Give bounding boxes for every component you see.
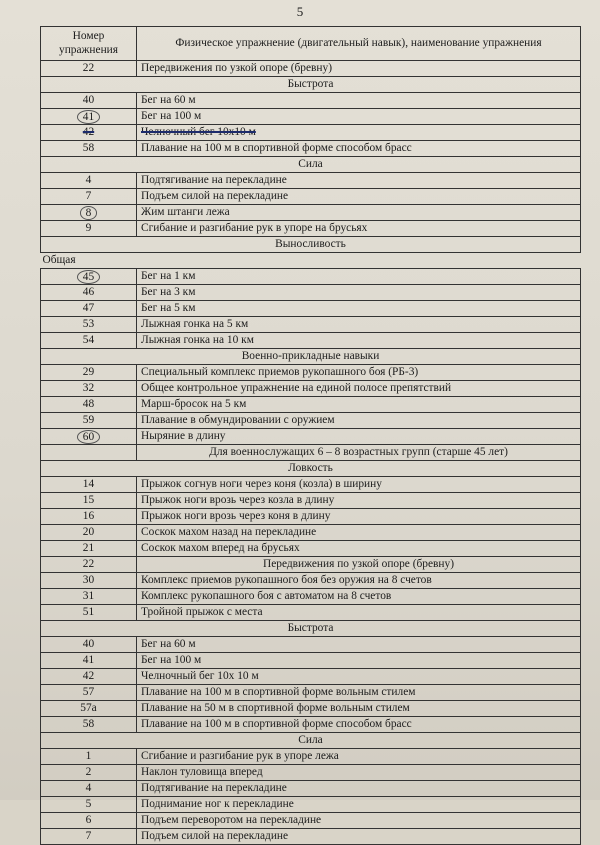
table-row (41, 813, 581, 829)
number-text: 21 (82, 541, 95, 554)
exercise-number (41, 605, 137, 621)
exercise-name (137, 109, 581, 125)
number-text: 1 (85, 749, 92, 762)
note-row (41, 557, 581, 573)
table-row (41, 477, 581, 493)
exercise-name (137, 141, 581, 157)
exercise-name (137, 573, 581, 589)
subgroup-title: Общая (41, 253, 581, 269)
table-row (41, 93, 581, 109)
exercise-number (41, 429, 137, 445)
exercise-name-text: Сгибание и разгибание рук в упоре лежа (141, 749, 339, 762)
exercise-name (137, 61, 581, 77)
number-text: 32 (82, 381, 95, 394)
table-row (41, 365, 581, 381)
exercise-number (41, 717, 137, 733)
exercise-name-text: Специальный комплекс приемов рукопашного боя (РБ-3) (141, 365, 419, 378)
exercise-name-text: Плавание на 100 м в спортивной форме способом брасс (141, 717, 412, 730)
exercise-name-text: Бег на 1 км (141, 269, 196, 282)
exercise-name-text: Плавание на 50 м в спортивной форме вольным стилем (141, 701, 410, 714)
exercise-name-text: Бег на 60 м (141, 93, 196, 106)
number-text: 29 (82, 365, 95, 378)
exercise-name (137, 797, 581, 813)
number-text: 6 (85, 813, 92, 826)
exercise-number (41, 317, 137, 333)
exercise-name-text: Сгибание и разгибание рук в упоре на брусьях (141, 221, 368, 234)
table-row (41, 269, 581, 285)
number-text: 16 (82, 509, 95, 522)
table-row (41, 573, 581, 589)
exercise-number (41, 381, 137, 397)
section-title: Выносливость (41, 237, 581, 253)
exercise-name-text: Бег на 100 м (141, 653, 202, 666)
table-row (41, 61, 581, 77)
number-text: 42 (82, 669, 95, 682)
number-text: 48 (82, 397, 95, 410)
exercise-number (41, 653, 137, 669)
exercise-name-text: Соскок махом вперед на брусьях (141, 541, 300, 554)
exercise-name-text: Общее контрольное упражнение на единой полосе препятствий (141, 381, 452, 394)
number-text: 42 (82, 125, 95, 138)
exercise-name-text: Комплекс приемов рукопашного боя без оружия на 8 счетов (141, 573, 432, 586)
exercise-name-text: Лыжная гонка на 5 км (141, 317, 249, 330)
exercise-name (137, 829, 581, 845)
exercise-number (41, 93, 137, 109)
section-title: Сила (41, 733, 581, 749)
exercise-number (41, 573, 137, 589)
exercise-number (41, 525, 137, 541)
section-title: Быстрота (41, 621, 581, 637)
table-row (41, 493, 581, 509)
exercise-number (41, 285, 137, 301)
exercise-name (137, 493, 581, 509)
table-row (41, 765, 581, 781)
exercise-name (137, 269, 581, 285)
exercise-name-text: Челночный бег 10х 10 м (141, 669, 259, 682)
exercise-name (137, 285, 581, 301)
section-title: Быстрота (41, 77, 581, 93)
exercise-name-text: Прыжок ноги врозь через козла в длину (141, 493, 335, 506)
exercise-name-text: Передвижения по узкой опоре (бревну) (141, 61, 333, 74)
exercise-number (41, 301, 137, 317)
number-text: 41 (82, 653, 95, 666)
exercise-name (137, 557, 581, 573)
exercise-number (41, 189, 137, 205)
number-text: 4 (85, 781, 92, 794)
exercise-name (137, 205, 581, 221)
exercise-number (41, 829, 137, 845)
header-number: Номер упражнения (41, 27, 137, 61)
subgroup-label-row (41, 253, 581, 269)
number-text: 58 (82, 141, 95, 154)
exercise-number (41, 397, 137, 413)
exercise-name (137, 749, 581, 765)
exercise-name (137, 301, 581, 317)
exercise-name (137, 637, 581, 653)
table-row (41, 429, 581, 445)
table-row (41, 509, 581, 525)
exercise-name (137, 765, 581, 781)
exercise-number (41, 509, 137, 525)
exercise-name-text: Прыжок ноги врозь через коня в длину (141, 509, 331, 522)
exercise-name (137, 381, 581, 397)
exercise-name (137, 509, 581, 525)
table-row (41, 333, 581, 349)
table-row (41, 397, 581, 413)
table-row (41, 749, 581, 765)
section-header-row (41, 621, 581, 637)
exercise-name (137, 685, 581, 701)
number-text: 22 (82, 557, 95, 570)
table-row (41, 541, 581, 557)
exercise-name-text: Марш-бросок на 5 км (141, 397, 247, 410)
exercise-number (41, 365, 137, 381)
exercise-number (41, 749, 137, 765)
number-text: 20 (82, 525, 95, 538)
exercise-number (41, 61, 137, 77)
number-text: 53 (82, 317, 95, 330)
exercise-name-text: Комплекс рукопашного боя с автоматом на 8 счетов (141, 589, 392, 602)
exercise-name-text: Подъем силой на перекладине (141, 829, 289, 842)
table-row (41, 717, 581, 733)
exercise-name-text: Подтягивание на перекладине (141, 173, 287, 186)
number-text: 22 (82, 61, 95, 74)
circled-number: 8 (80, 206, 98, 220)
number-text: 7 (85, 189, 92, 202)
circled-number: 45 (77, 270, 100, 284)
exercise-number (41, 541, 137, 557)
exercise-number (41, 685, 137, 701)
exercise-number (41, 333, 137, 349)
exercise-name-text: Ныряние в длину (141, 429, 226, 442)
exercise-name (137, 173, 581, 189)
exercise-name-text: Подтягивание на перекладине (141, 781, 287, 794)
exercise-name-text: Плавание на 100 м в спортивной форме вольным стилем (141, 685, 416, 698)
exercise-name (137, 93, 581, 109)
number-text: 4 (85, 173, 92, 186)
number-text: 9 (85, 221, 92, 234)
table-row (41, 829, 581, 845)
exercise-name (137, 781, 581, 797)
exercise-name (137, 477, 581, 493)
section-title: Военно-прикладные навыки (41, 349, 581, 365)
exercise-number (41, 141, 137, 157)
table-row (41, 189, 581, 205)
exercise-name (137, 701, 581, 717)
exercise-name-text: Плавание на 100 м в спортивной форме способом брасс (141, 141, 412, 154)
exercise-name (137, 813, 581, 829)
exercise-number (41, 781, 137, 797)
number-text: 40 (82, 93, 95, 106)
exercise-name (137, 669, 581, 685)
circled-number: 60 (77, 430, 100, 444)
exercise-name-text: Прыжок согнув ноги через коня (козла) в ширину (141, 477, 382, 490)
section-header-row (41, 733, 581, 749)
number-text: 46 (82, 285, 95, 298)
exercise-number (41, 493, 137, 509)
exercise-name-text: Наклон туловища вперед (141, 765, 263, 778)
page-number: 5 (296, 4, 304, 19)
number-text: 2 (85, 765, 92, 778)
number-text: 57 (82, 685, 95, 698)
exercise-name-text: Подъем переворотом на перекладине (141, 813, 322, 826)
section-header-row (41, 349, 581, 365)
table-row (41, 637, 581, 653)
exercise-number (41, 413, 137, 429)
exercise-name-text: Жим штанги лежа (141, 205, 230, 218)
number-text: 58 (82, 717, 95, 730)
exercise-number (41, 589, 137, 605)
exercise-name (137, 413, 581, 429)
exercise-name-text: Передвижения по узкой опоре (бревну) (262, 557, 455, 570)
table-row (41, 221, 581, 237)
exercise-name-text: Бег на 3 км (141, 285, 196, 298)
number-text: 54 (82, 333, 95, 346)
table-row (41, 525, 581, 541)
table-row (41, 317, 581, 333)
exercise-name (137, 189, 581, 205)
number-text: 15 (82, 493, 95, 506)
table-row (41, 205, 581, 221)
table-row (41, 605, 581, 621)
section-header-row (41, 237, 581, 253)
number-text: 30 (82, 573, 95, 586)
exercise-name (137, 365, 581, 381)
exercise-number (41, 637, 137, 653)
table-row (41, 685, 581, 701)
exercise-name-text: Соскок махом назад на перекладине (141, 525, 317, 538)
number-text: 5 (85, 797, 92, 810)
exercise-name (137, 125, 581, 141)
table-row (41, 285, 581, 301)
number-text: 40 (82, 637, 95, 650)
exercise-name-text: Подъем силой на перекладине (141, 189, 289, 202)
exercise-number (41, 669, 137, 685)
table-row (41, 109, 581, 125)
exercise-name-text: Тройной прыжок с места (141, 605, 263, 618)
exercise-number (41, 765, 137, 781)
exercise-name (137, 589, 581, 605)
exercise-name-text: Поднимание ног к перекладине (141, 797, 294, 810)
table-row (41, 781, 581, 797)
note-row (41, 445, 581, 461)
number-text: 31 (82, 589, 95, 602)
table-row (41, 653, 581, 669)
exercise-number (41, 797, 137, 813)
exercise-number (41, 269, 137, 285)
exercise-name (137, 605, 581, 621)
exercise-name (137, 445, 581, 461)
table-row (41, 669, 581, 685)
exercise-name-text: Лыжная гонка на 10 км (141, 333, 254, 346)
exercise-name-text: Плавание в обмундировании с оружием (141, 413, 335, 426)
exercise-name (137, 429, 581, 445)
exercise-name (137, 653, 581, 669)
exercise-number (41, 701, 137, 717)
table-row (41, 701, 581, 717)
exercise-number (41, 125, 137, 141)
table-row (41, 797, 581, 813)
number-text: 51 (82, 605, 95, 618)
exercise-name (137, 541, 581, 557)
table-row (41, 413, 581, 429)
exercise-number (41, 477, 137, 493)
table-row (41, 301, 581, 317)
section-header-row (41, 157, 581, 173)
table-row (41, 125, 581, 141)
exercise-number (41, 109, 137, 125)
exercise-number (41, 205, 137, 221)
exercise-number (41, 173, 137, 189)
exercise-name (137, 397, 581, 413)
table-row (41, 173, 581, 189)
exercise-name (137, 333, 581, 349)
number-text: 59 (82, 413, 95, 426)
exercise-name-text: Бег на 60 м (141, 637, 196, 650)
exercise-name-text: Для военнослужащих 6 – 8 возрастных групп (старше 45 лет) (209, 445, 508, 458)
section-header-row (41, 77, 581, 93)
section-header-row (41, 461, 581, 477)
exercise-name (137, 525, 581, 541)
exercise-number (41, 813, 137, 829)
exercise-number (41, 221, 137, 237)
exercise-name (137, 717, 581, 733)
exercise-name (137, 317, 581, 333)
exercise-table (40, 26, 581, 845)
table-row (41, 141, 581, 157)
number-text: 7 (85, 829, 92, 842)
section-title: Ловкость (41, 461, 581, 477)
exercise-name-text: Челночный бег 10х10 м (141, 125, 256, 138)
exercise-number (41, 557, 137, 573)
exercise-name (137, 221, 581, 237)
section-title: Сила (41, 157, 581, 173)
number-text: 47 (82, 301, 95, 314)
circled-number: 41 (77, 110, 100, 124)
number-text: 57а (80, 701, 97, 714)
table-header-row (41, 27, 581, 61)
table-row (41, 381, 581, 397)
exercise-name-text: Бег на 5 км (141, 301, 196, 314)
table-row (41, 589, 581, 605)
exercise-number (41, 445, 137, 461)
header-exercise-name: Физическое упражнение (двигательный навык), наименование упражнения (137, 27, 581, 61)
number-text: 14 (82, 477, 95, 490)
exercise-name-text: Бег на 100 м (141, 109, 202, 122)
